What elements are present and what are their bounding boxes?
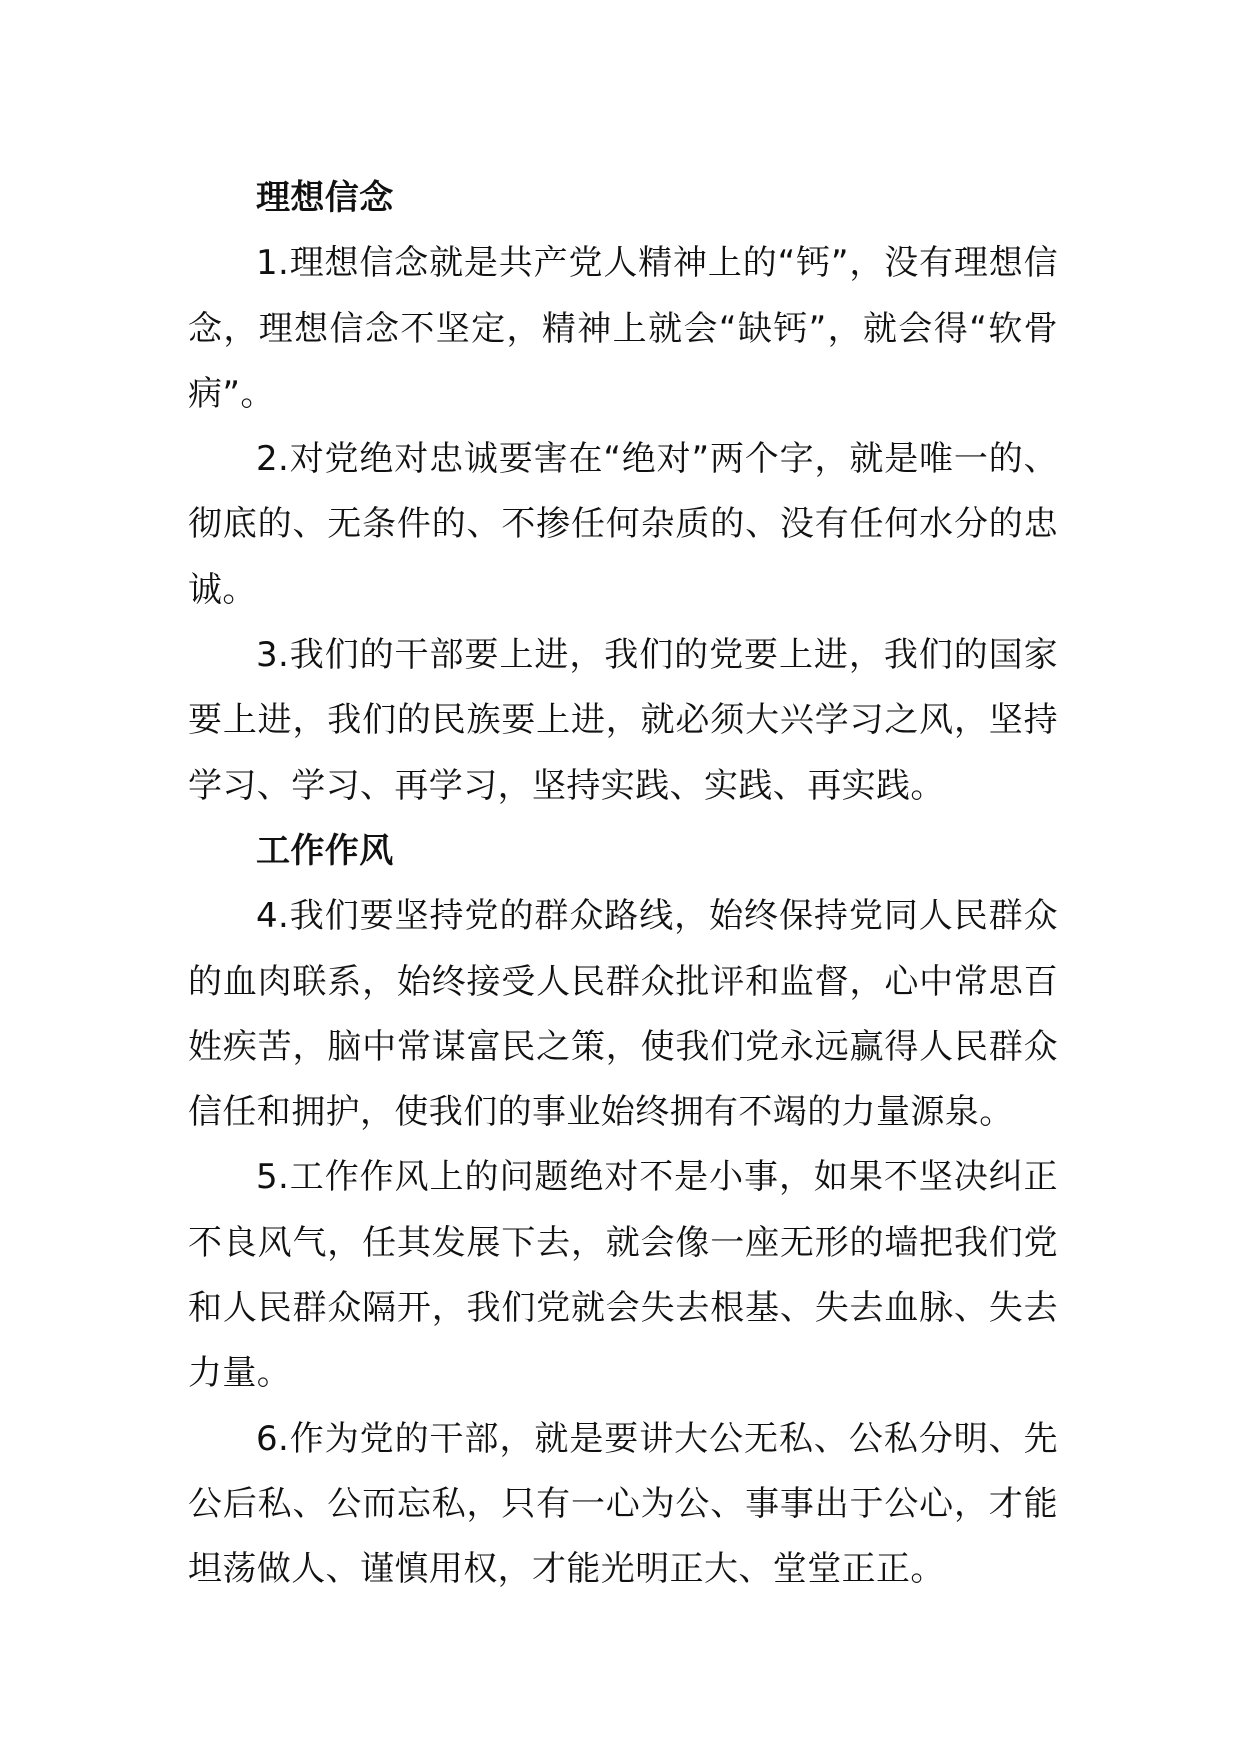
document-body xyxy=(188,166,1058,1603)
paragraph-4: 4.我们要坚持党的群众路线，始终保持党同人民群众的血肉联系，始终接受人民群众批评和监督，心中常思百姓疾苦，脑中常谋富民之策，使我们党永远赢得人民群众信任和拥护，使我们的事业始终拥有不竭的力量源泉。 xyxy=(188,896,1058,1133)
paragraph-1: 1.理想信念就是共产党人精神上的“钙”，没有理想信念，理想信念不坚定，精神上就会“缺钙”，就会得“软骨病”。 xyxy=(188,243,1058,414)
paragraph-3: 3.我们的干部要上进，我们的党要上进，我们的国家要上进，我们的民族要上进，就必须大兴学习之风，坚持学习、学习、再学习，坚持实践、实践、再实践。 xyxy=(188,635,1058,806)
paragraph-6: 6.作为党的干部，就是要讲大公无私、公私分明、先公后私、公而忘私，只有一心为公、事事出于公心，才能坦荡做人、谨慎用权，才能光明正大、堂堂正正。 xyxy=(188,1418,1058,1590)
section-heading-ideals: 理想信念 xyxy=(256,178,394,218)
section-heading-work-style: 工作作风 xyxy=(256,830,394,871)
paragraph-5: 5.工作作风上的问题绝对不是小事，如果不坚决纠正不良风气，任其发展下去，就会像一座无形的墙把我们党和人民群众隔开，我们党就会失去根基、失去血脉、失去力量。 xyxy=(188,1157,1058,1394)
paragraph-2: 2.对党绝对忠诚要害在“绝对”两个字，就是唯一的、彻底的、无条件的、不掺任何杂质的、没有任何水分的忠诚。 xyxy=(188,439,1058,610)
